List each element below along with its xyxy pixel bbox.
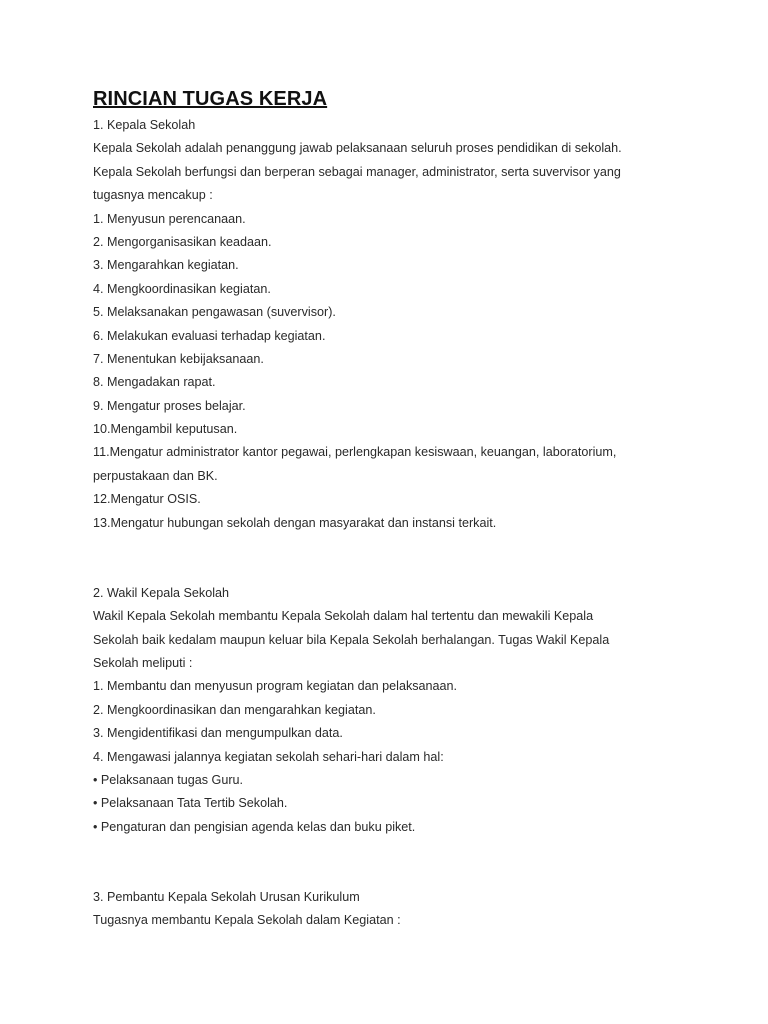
bullet-item: • Pengaturan dan pengisian agenda kelas dan buku piket.: [93, 819, 416, 834]
list-item: 1. Membantu dan menyusun program kegiatan dan pelaksanaan.: [93, 679, 458, 694]
list-item: 5. Melaksanakan pengawasan (suvervisor).: [93, 305, 336, 320]
paragraph-line: Sekolah baik kedalam maupun keluar bila Kepala Sekolah berhalangan. Tugas Wakil Kepala: [93, 632, 610, 647]
list-item: 3. Mengarahkan kegiatan.: [93, 258, 239, 273]
document-page: [93, 86, 693, 933]
section-heading: 3. Pembantu Kepala Sekolah Urusan Kurikulum: [93, 889, 360, 904]
section-spacer: [93, 535, 693, 582]
paragraph-line: tugasnya mencakup :: [93, 188, 213, 203]
list-item: 11.Mengatur administrator kantor pegawai, perlengkapan kesiswaan, keuangan, laboratorium,: [93, 445, 617, 460]
paragraph-line: Kepala Sekolah adalah penanggung jawab pelaksanaan seluruh proses pendidikan di sekolah.: [93, 141, 622, 156]
list-item: 7. Menentukan kebijaksanaan.: [93, 351, 264, 366]
paragraph-line: Tugasnya membantu Kepala Sekolah dalam Kegiatan :: [93, 913, 401, 928]
list-item: 13.Mengatur hubungan sekolah dengan masyarakat dan instansi terkait.: [93, 515, 497, 530]
paragraph-line: Wakil Kepala Sekolah membantu Kepala Sekolah dalam hal tertentu dan mewakili Kepala: [93, 609, 594, 624]
section-kepala-sekolah: [93, 114, 693, 535]
list-item: 9. Mengatur proses belajar.: [93, 398, 246, 413]
section-heading: 2. Wakil Kepala Sekolah: [93, 585, 230, 600]
list-item: 6. Melakukan evaluasi terhadap kegiatan.: [93, 328, 326, 343]
list-item: 10.Mengambil keputusan.: [93, 422, 238, 437]
list-item: 2. Mengorganisasikan keadaan.: [93, 234, 272, 249]
section-spacer: [93, 839, 693, 886]
list-item: perpustakaan dan BK.: [93, 468, 218, 483]
list-item: 2. Mengkoordinasikan dan mengarahkan kegiatan.: [93, 702, 376, 717]
bullet-item: • Pelaksanaan Tata Tertib Sekolah.: [93, 796, 288, 811]
paragraph-line: Sekolah meliputi :: [93, 656, 193, 670]
paragraph-line: Kepala Sekolah berfungsi dan berperan sebagai manager, administrator, serta suvervisor yang: [93, 164, 621, 179]
list-item: 3. Mengidentifikasi dan mengumpulkan data.: [93, 726, 343, 741]
bullet-item: • Pelaksanaan tugas Guru.: [93, 772, 244, 787]
list-item: 4. Mengawasi jalannya kegiatan sekolah sehari-hari dalam hal:: [93, 749, 444, 764]
document-title: RINCIAN TUGAS KERJA: [93, 88, 328, 110]
list-item: 8. Mengadakan rapat.: [93, 375, 216, 390]
list-item: 4. Mengkoordinasikan kegiatan.: [93, 281, 271, 296]
section-heading: 1. Kepala Sekolah: [93, 118, 196, 132]
section-pembantu-kurikulum: [93, 886, 693, 933]
list-item: 12.Mengatur OSIS.: [93, 492, 201, 507]
section-wakil-kepala-sekolah: [93, 582, 693, 839]
list-item: 1. Menyusun perencanaan.: [93, 211, 246, 226]
